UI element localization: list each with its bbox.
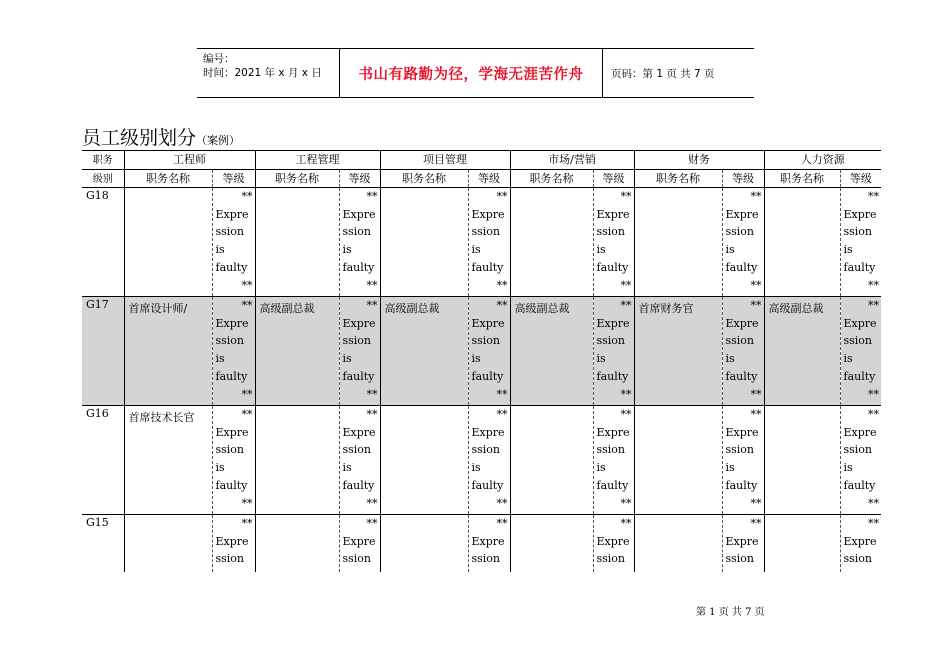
grade-text-line: faulty [471,478,504,492]
grade-cell [468,297,510,406]
grade-text-line: faulty [843,369,876,383]
page-label: 页码：第 1 页 共 7 页 [611,67,715,80]
grade-text-line: is [471,352,481,366]
position-cell [255,188,339,297]
grade-cell [593,297,634,406]
level-cell: G17 [82,297,124,406]
grade-cell [212,188,255,297]
grade-text-line: Expre [725,534,759,548]
grade-text-line: ** [241,278,253,292]
grade-text-line: faulty [843,260,876,274]
grade-text-line: faulty [215,260,248,274]
grade-text-line: is [342,461,352,475]
grade-text-line: faulty [342,478,375,492]
grade-text-line: ** [366,496,378,510]
position-subheader: 职务名称 [380,170,468,188]
corner-top: 职务 [82,151,124,170]
grade-subheader: 等级 [593,170,634,188]
grade-text-line: is [725,461,735,475]
grade-text-line: ** [620,408,632,421]
grade-text-line: Expre [843,316,877,330]
dept-header: 工程师 [124,151,255,170]
grade-text-line: ssion [843,334,873,348]
grade-text-line: ** [496,517,508,530]
table-row [82,515,881,573]
grade-text-line: faulty [215,478,248,492]
grade-text-line: faulty [596,478,629,492]
position-cell [510,406,593,515]
grade-text-line: Expre [471,534,505,548]
title-note: （案例） [196,134,241,147]
grade-text-line: faulty [596,260,629,274]
grade-text-line: ssion [342,443,372,457]
table-row [82,188,881,297]
grade-cell [468,188,510,297]
dept-header: 财务 [634,151,764,170]
position-cell [510,515,593,573]
position-subheader: 职务名称 [764,170,840,188]
grade-text-line: Expre [215,316,249,330]
grade-text-line: Expre [596,316,630,330]
grade-text-line: ** [496,190,508,203]
grade-text-line: is [342,352,352,366]
grade-text-line: ** [241,387,253,401]
grade-text-line: is [215,243,225,257]
grade-text-line: ** [868,408,879,421]
grade-text-line: ** [241,190,253,203]
grade-text-line: Expre [471,207,505,221]
grade-cell [339,297,380,406]
grade-subheader: 等级 [468,170,510,188]
grade-text-line: ssion [471,552,501,566]
grade-text-line: Expre [215,534,249,548]
grade-text-line: faulty [596,369,629,383]
grade-text-line: ** [868,278,879,292]
corner-bottom: 级别 [82,170,124,188]
sub-header-row [82,170,881,188]
grade-subheader: 等级 [212,170,255,188]
grade-text-line: faulty [342,369,375,383]
grade-cell [339,515,380,573]
grade-text-line: ssion [471,225,501,239]
grade-text-line: Expre [342,534,376,548]
level-cell: G15 [82,515,124,573]
dept-header: 人力资源 [764,151,881,170]
position-cell: 高级副总裁 [764,297,840,406]
grade-text-line: Expre [215,425,249,439]
grade-text-line: Expre [843,534,877,548]
grade-cell [339,188,380,297]
grade-text-line: ** [241,408,253,421]
grade-text-line: ** [750,517,762,530]
grade-text-line: Expre [471,425,505,439]
grade-text-line: ** [750,190,762,203]
department-header-row [82,151,881,170]
dept-header: 工程管理 [255,151,380,170]
grade-text-line: ** [868,190,879,203]
grade-text-line: ** [620,278,632,292]
header-meta [197,49,340,97]
position-cell: 高级副总裁 [510,297,593,406]
grade-text-line: Expre [725,425,759,439]
grade-cell [593,188,634,297]
grade-text-line: ** [496,278,508,292]
grade-cell [722,515,764,573]
grade-text-line: faulty [342,260,375,274]
grade-text-line: ssion [843,443,873,457]
grade-text-line: Expre [843,207,877,221]
grade-text-line: ** [868,299,879,312]
position-cell [634,515,722,573]
table-row [82,406,881,515]
grade-cell [722,297,764,406]
grade-text-line: Expre [342,207,376,221]
grade-text-line: faulty [843,478,876,492]
grade-text-line: is [725,352,735,366]
grade-text-line: ** [620,387,632,401]
grade-cell [339,406,380,515]
grade-text-line: ssion [596,552,626,566]
grade-text-line: ** [496,299,508,312]
grade-cell [840,515,881,573]
grade-text-line: is [215,352,225,366]
dept-header: 市场/营销 [510,151,634,170]
grade-text-line: faulty [471,369,504,383]
grade-text-line: is [471,461,481,475]
position-cell [255,515,339,573]
page-footer: 第 1 页 共 7 页 [696,607,765,618]
title-text: 员工级别划分 [82,127,197,149]
grade-text-line: ** [868,517,879,530]
grade-text-line: ** [750,387,762,401]
position-cell [380,515,468,573]
grade-text-line: ssion [215,225,245,239]
grade-text-line: is [471,243,481,257]
grade-cell [840,406,881,515]
grade-text-line: ssion [596,225,626,239]
grade-text-line: ssion [843,552,873,566]
grade-text-line: ** [366,387,378,401]
position-cell [380,188,468,297]
grade-subheader: 等级 [339,170,380,188]
grade-text-line: ** [496,387,508,401]
grade-subheader: 等级 [840,170,881,188]
grade-text-line: is [725,243,735,257]
grade-text-line: ** [750,408,762,421]
grade-text-line: ** [366,517,378,530]
dept-header: 项目管理 [380,151,510,170]
grade-text-line: ssion [596,334,626,348]
grade-text-line: Expre [843,425,877,439]
grade-text-line: ** [750,278,762,292]
grade-text-line: is [215,461,225,475]
grade-text-line: Expre [342,425,376,439]
grade-text-line: faulty [725,478,758,492]
grade-text-line: Expre [471,316,505,330]
grade-text-line: ** [241,517,253,530]
position-cell: 首席技术长官 [124,406,212,515]
grade-text-line: ssion [725,552,755,566]
grade-cell [212,406,255,515]
grade-text-line: is [342,243,352,257]
grade-text-line: faulty [725,260,758,274]
position-cell: 高级副总裁 [255,297,339,406]
grade-text-line: ** [366,408,378,421]
grade-text-line: is [843,243,853,257]
grade-text-line: Expre [215,207,249,221]
grade-cell [468,406,510,515]
grade-text-line: ssion [215,443,245,457]
grade-text-line: is [843,352,853,366]
grade-text-line: ssion [471,334,501,348]
position-cell [764,188,840,297]
grade-cell [212,515,255,573]
grade-cell [593,406,634,515]
grade-text-line: faulty [725,369,758,383]
grade-text-line: is [843,461,853,475]
grade-cell [722,188,764,297]
grade-text-line: Expre [725,207,759,221]
grade-text-line: ** [496,496,508,510]
position-cell [510,188,593,297]
grade-text-line: ssion [725,443,755,457]
level-cell: G18 [82,188,124,297]
grade-text-line: ** [366,299,378,312]
grade-cell [212,297,255,406]
grade-text-line: ssion [215,334,245,348]
grade-text-line: ** [496,408,508,421]
grade-text-line: Expre [596,207,630,221]
grade-text-line: ssion [596,443,626,457]
position-subheader: 职务名称 [124,170,212,188]
grade-text-line: is [596,352,606,366]
grade-cell [468,515,510,573]
position-subheader: 职务名称 [255,170,339,188]
grade-text-line: ssion [843,225,873,239]
grade-text-line: ssion [725,225,755,239]
position-cell [634,406,722,515]
grade-text-line: faulty [215,369,248,383]
grade-text-line: ** [750,496,762,510]
grade-cell [840,188,881,297]
grade-text-line: ** [620,190,632,203]
grade-cell [722,406,764,515]
grade-cell [593,515,634,573]
position-cell [124,515,212,573]
grade-text-line: ssion [342,334,372,348]
position-cell [634,188,722,297]
grade-cell [840,297,881,406]
position-cell [764,515,840,573]
position-cell [255,406,339,515]
position-cell [380,406,468,515]
document-header [197,48,754,98]
grade-text-line: faulty [471,260,504,274]
grade-subheader: 等级 [722,170,764,188]
grade-text-line: ** [620,496,632,510]
grade-text-line: ** [868,387,879,401]
time-label: 时间：2021 年 x 月 x 日 [203,67,322,79]
grade-text-line: ** [620,299,632,312]
grade-text-line: ssion [342,552,372,566]
grade-text-line: Expre [342,316,376,330]
grade-text-line: ssion [215,552,245,566]
grade-text-line: ssion [725,334,755,348]
grade-text-line: ** [241,299,253,312]
grade-text-line: Expre [596,425,630,439]
position-subheader: 职务名称 [634,170,722,188]
grade-text-line: Expre [725,316,759,330]
position-cell [764,406,840,515]
grade-text-line: ** [620,517,632,530]
page-title [82,123,240,150]
grade-text-line: ** [868,496,879,510]
level-cell: G16 [82,406,124,515]
level-table [82,150,881,572]
position-cell: 首席设计师/ [124,297,212,406]
position-cell [124,188,212,297]
grade-text-line: ** [366,278,378,292]
motto: 书山有路勤为径，学海无涯苦作舟 [340,49,603,97]
table-row [82,297,881,406]
grade-text-line: ** [366,190,378,203]
number-label: 编号： [203,53,235,65]
position-cell: 高级副总裁 [380,297,468,406]
position-subheader: 职务名称 [510,170,593,188]
grade-text-line: Expre [596,534,630,548]
grade-text-line: ssion [342,225,372,239]
grade-text-line: ** [241,496,253,510]
grade-text-line: ssion [471,443,501,457]
grade-text-line: is [596,461,606,475]
grade-text-line: ** [750,299,762,312]
position-cell: 首席财务官 [634,297,722,406]
grade-text-line: is [596,243,606,257]
